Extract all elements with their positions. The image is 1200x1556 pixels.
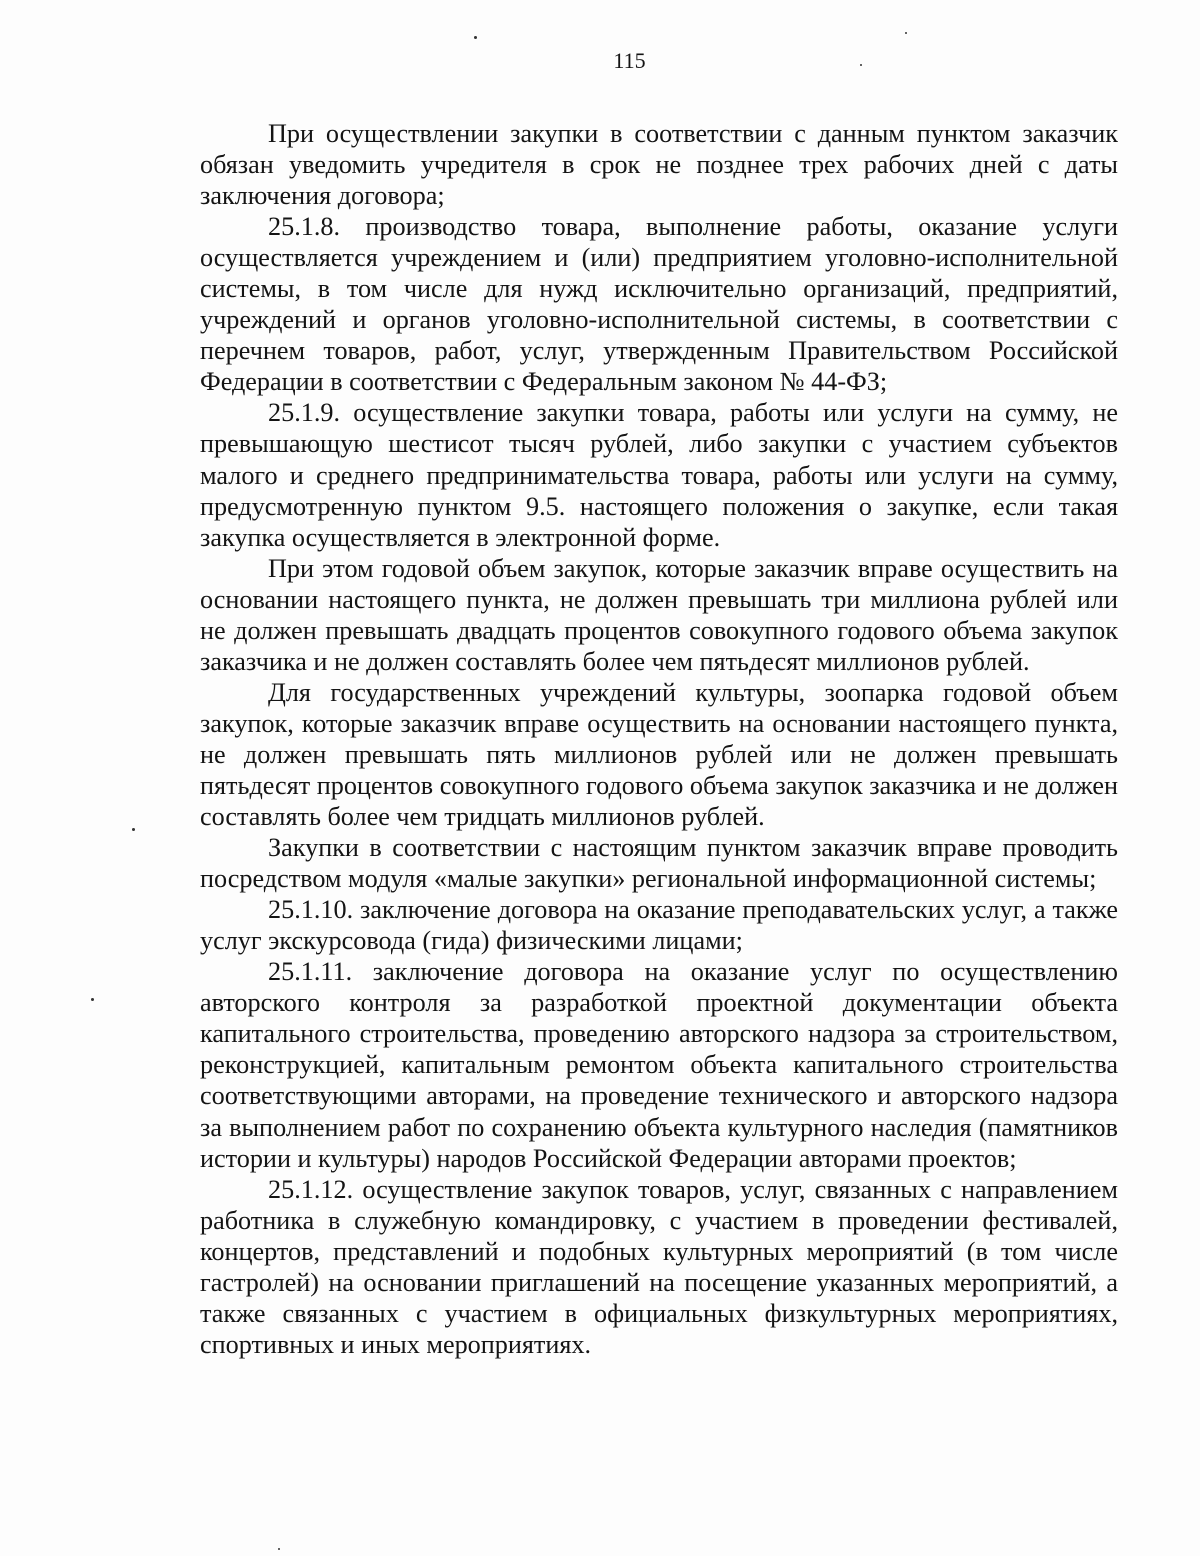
document-body bbox=[200, 118, 1118, 1360]
paragraph-25-1-10: 25.1.10. заключение договора на оказание преподавательских услуг, а также услуг экскурсовода (гида) физическими лицами; bbox=[200, 895, 1118, 956]
page-number: 115 bbox=[613, 48, 646, 73]
paragraph-culture-institutions-limit: Для государственных учреждений культуры, зоопарка годовой объем закупок, которые заказчик вправе осуществить на основании настоящего пункта, не должен превышать пять миллионов рублей или не должен превышать пятьдесят процентов совокупного годового объема закупок заказчика и не должен составлять более чем тридцать миллионов рублей. bbox=[200, 677, 1118, 832]
scan-speck bbox=[905, 32, 907, 34]
scan-speck bbox=[474, 36, 477, 39]
paragraph-25-1-12: 25.1.12. осуществление закупок товаров, услуг, связанных с направлением работника в служебную командировку, с участием в проведении фестивалей, концертов, представлений и подобных культурных мероприятий (в том числе гастролей) на основании приглашений на посещение указанных мероприятий, а также связанных с участием в официальных физкультурных мероприятиях, спортивных и иных мероприятиях. bbox=[200, 1174, 1118, 1359]
paragraph-25-1-9: 25.1.9. осуществление закупки товара, работы или услуги на сумму, не превышающую шестисот тысяч рублей, либо закупки с участием субъектов малого и среднего предпринимательства товара, работы или услуги на сумму, предусмотренную пунктом 9.5. настоящего положения о закупке, если такая закупка осуществляется в электронной форме. bbox=[200, 398, 1118, 552]
scan-speck bbox=[860, 64, 862, 66]
paragraph-small-purchases-module: Закупки в соответствии с настоящим пунктом заказчик вправе проводить посредством модуля «малые закупки» региональной информационной системы; bbox=[200, 833, 1118, 894]
paragraph-annual-volume-limit: При этом годовой объем закупок, которые заказчик вправе осуществить на основании настоящего пункта, не должен превышать три миллиона рублей или не должен превышать двадцать процентов совокупного годового объема закупок заказчика и не должен составлять более чем пятьдесят миллионов рублей. bbox=[200, 553, 1118, 676]
paragraph-25-1-8: 25.1.8. производство товара, выполнение работы, оказание услуги осуществляется учреждением и (или) предприятием уголовно-исполнительной системы, в том числе для нужд исключительно организаций, предприятий, учреждений и органов уголовно-исполнительной системы, в соответствии с перечнем товаров, работ, услуг, утвержденным Правительством Российской Федерации в соответствии с Федеральным законом № 44-ФЗ; bbox=[200, 212, 1118, 397]
scan-speck bbox=[91, 998, 94, 1001]
scan-speck bbox=[278, 1548, 280, 1550]
paragraph-25-1-11: 25.1.11. заключение договора на оказание услуг по осуществлению авторского контроля за разработкой проектной документации объекта капитального строительства, проведению авторского надзора за строительством, реконструкцией, капитальным ремонтом объекта капитального строительства соответствующими авторами, на проведение технического и авторского надзора за выполнением работ по сохранению объекта культурного наследия (памятников истории и культуры) народов Российской Федерации авторами проектов; bbox=[200, 957, 1118, 1173]
scan-speck bbox=[132, 828, 135, 831]
paragraph-notification-note: При осуществлении закупки в соответствии с данным пунктом заказчик обязан уведомить учредителя в срок не позднее трех рабочих дней с даты заключения договора; bbox=[200, 119, 1118, 211]
